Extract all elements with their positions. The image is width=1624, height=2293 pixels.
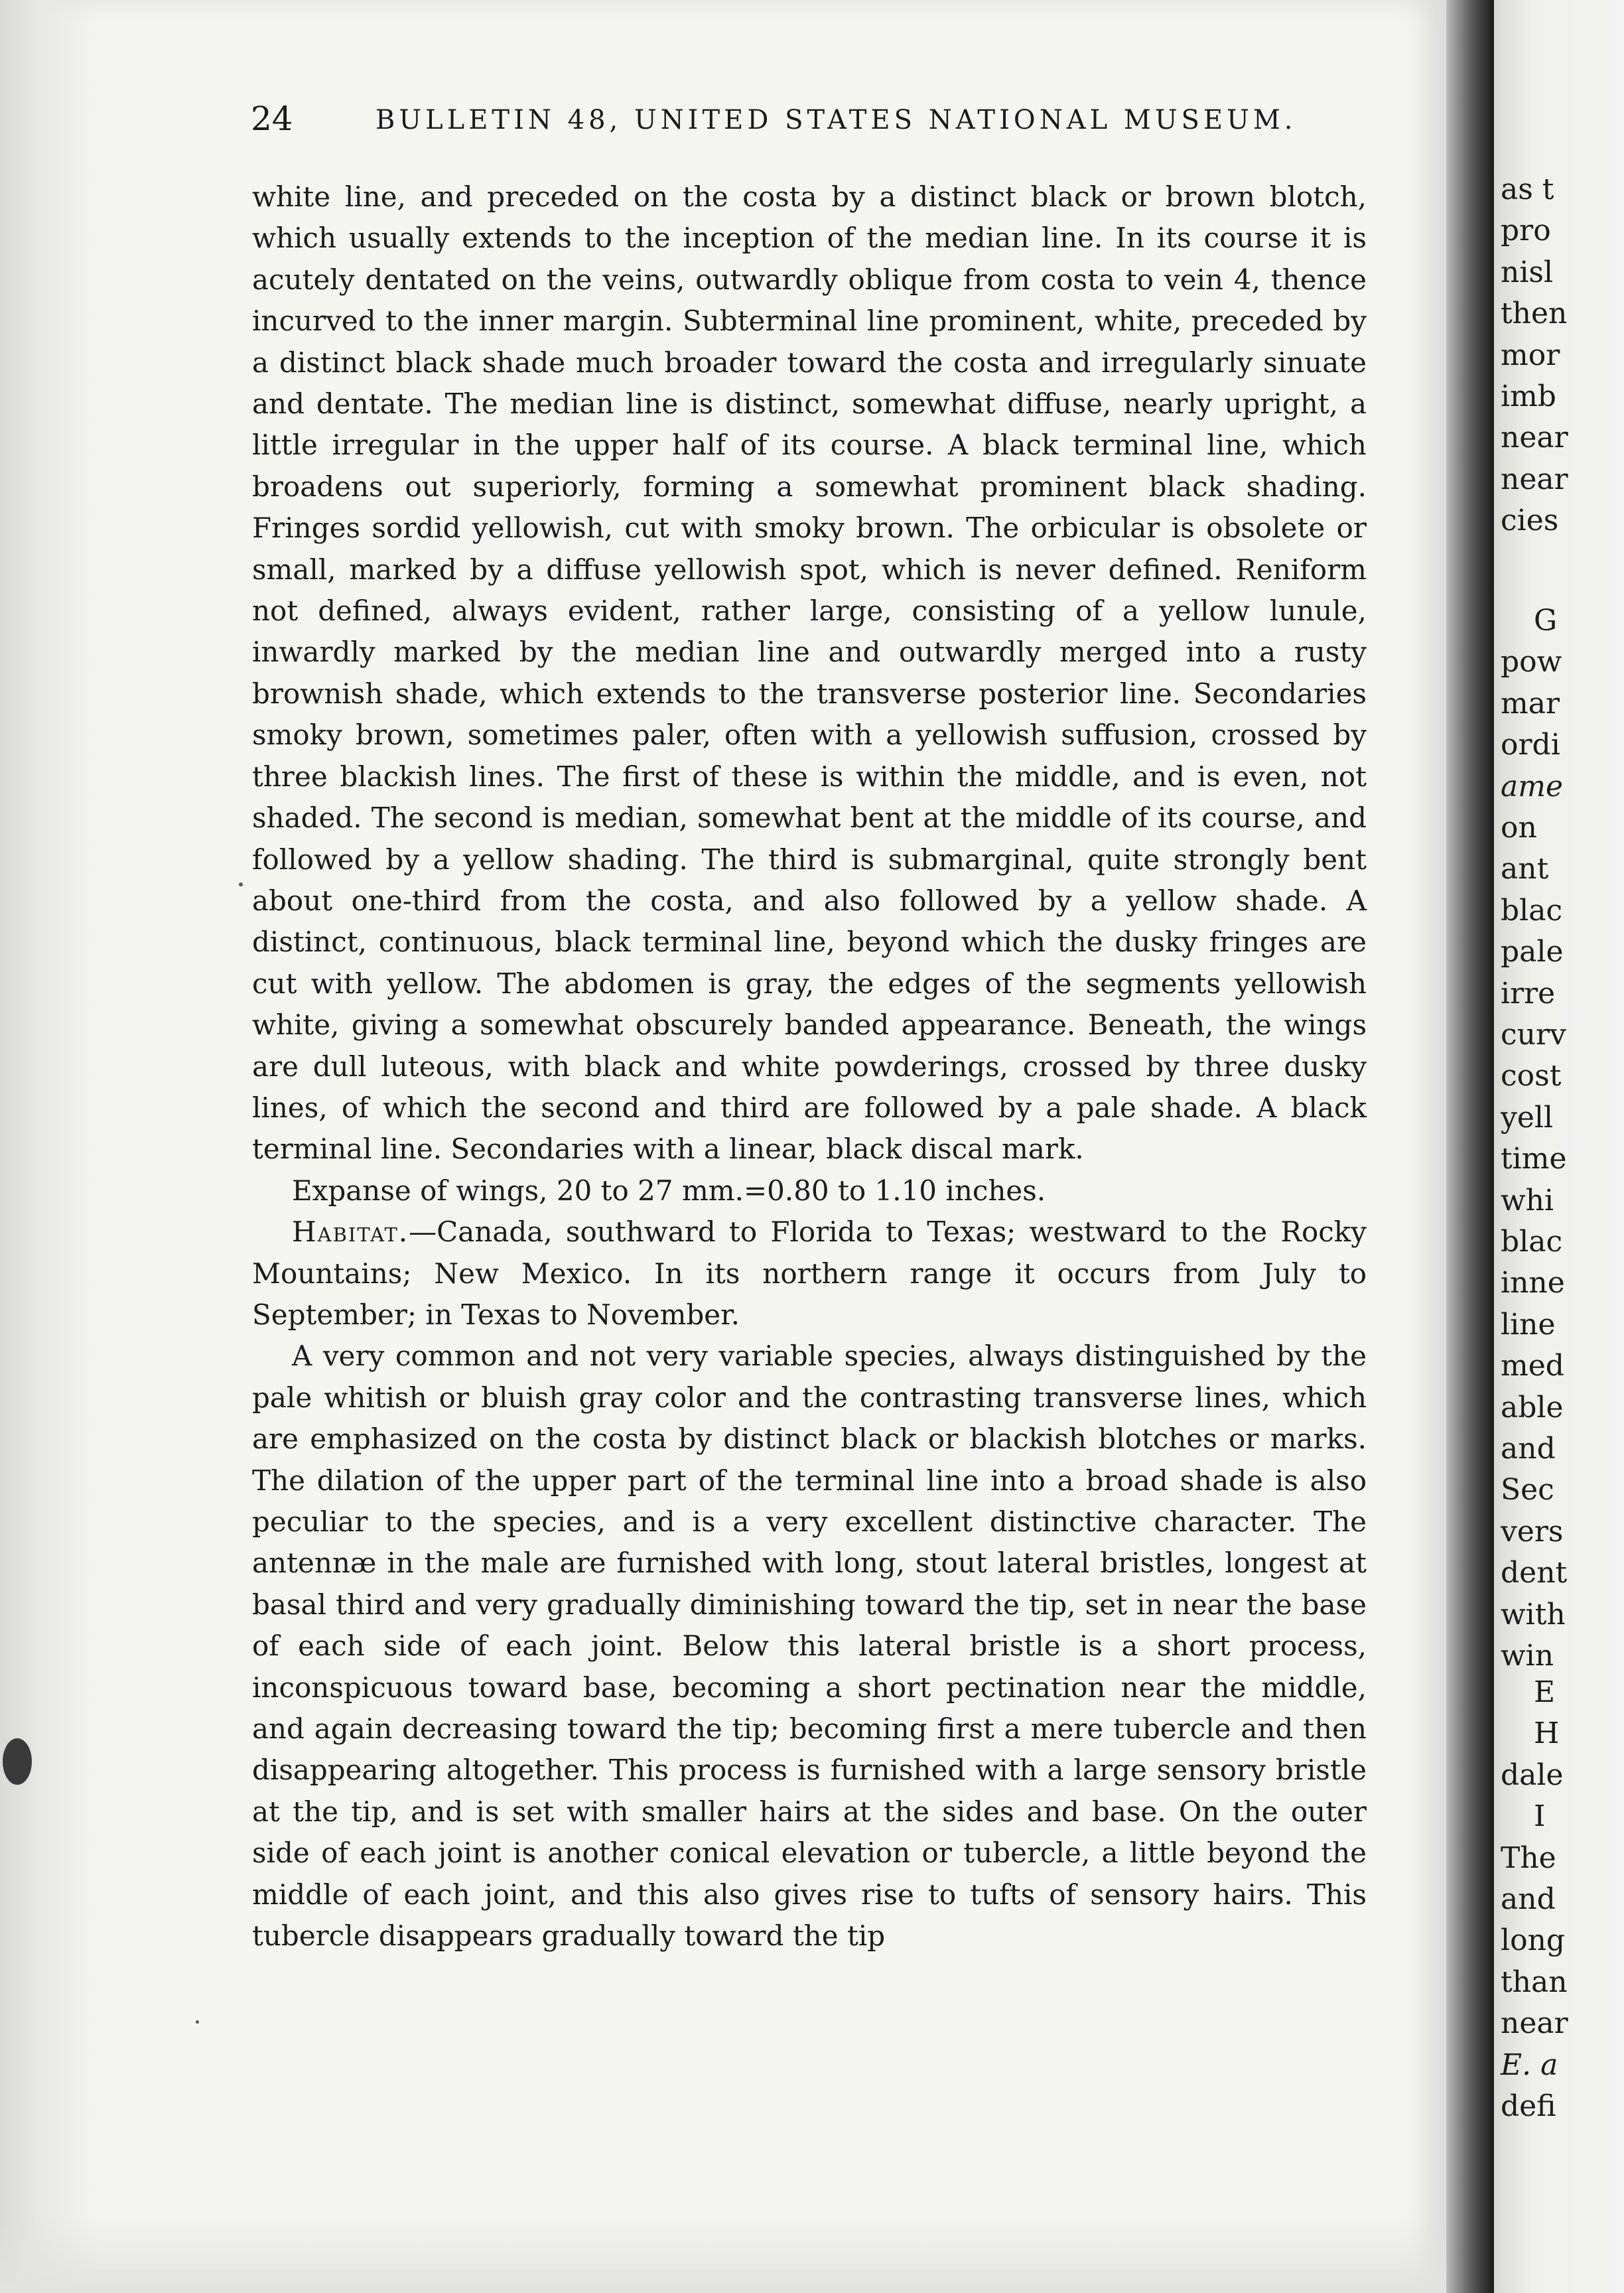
right-page-line: inne: [1501, 1266, 1565, 1300]
habitat-text: —Canada, southward to Florida to Texas; westward to the Rocky Mountains; New Mexico. In its northern range it occurs from July to September; in Texas to November.: [252, 1216, 1367, 1331]
binding-gutter: [1446, 0, 1494, 2293]
right-page-line: dale: [1501, 1758, 1564, 1792]
right-page-fragment: [1494, 0, 1624, 2293]
running-head: BULLETIN 48, UNITED STATES NATIONAL MUSEUM.: [375, 105, 1297, 135]
right-page-line: I: [1534, 1799, 1546, 1834]
right-page-line: near: [1501, 462, 1568, 496]
habitat-label: Habitat.: [292, 1216, 409, 1249]
right-page-line: med: [1501, 1349, 1564, 1383]
right-page-line: whi: [1501, 1183, 1554, 1217]
paragraph-habitat: [252, 1212, 1367, 1336]
right-page-line: able: [1501, 1390, 1564, 1424]
right-page-line: line: [1501, 1307, 1556, 1342]
right-page-line: blac: [1501, 1225, 1563, 1259]
right-page-line: E: [1534, 1675, 1556, 1709]
right-page-line: imb: [1501, 380, 1556, 413]
right-page-line: defi: [1501, 2089, 1556, 2123]
page-header: [251, 100, 1297, 153]
right-page-line: ame: [1501, 769, 1563, 803]
right-page-line: and: [1501, 1882, 1556, 1916]
right-page-line: on: [1501, 811, 1537, 845]
right-page-line: as t: [1501, 173, 1554, 206]
right-page-line: long: [1501, 1923, 1566, 1958]
right-page-line: pale: [1501, 935, 1564, 969]
right-page-line: blac: [1501, 893, 1563, 928]
right-page-line: with: [1501, 1597, 1566, 1632]
paragraph-expanse: Expanse of wings, 20 to 27 mm.=0.80 to 1.10 inches.: [292, 1174, 1046, 1207]
page-number: 24: [251, 100, 293, 138]
right-page-line: pow: [1501, 645, 1562, 679]
page-bottom-shadow: [0, 2213, 1446, 2293]
right-page-line: yell: [1501, 1100, 1554, 1135]
right-page-line: mar: [1501, 686, 1560, 721]
right-page-line: than: [1501, 1965, 1568, 1999]
right-page-line: then: [1501, 297, 1568, 331]
right-page-line: time: [1501, 1142, 1567, 1176]
right-page-line: win: [1501, 1639, 1554, 1673]
right-page-line: pro: [1501, 214, 1551, 248]
right-page-line: irre: [1501, 976, 1556, 1010]
right-page-line: cies: [1501, 504, 1559, 538]
body-text: [252, 176, 1367, 1957]
right-page-line: curv: [1501, 1018, 1566, 1052]
paragraph-description: white line, and preceded on the costa by a distinct black or brown blotch, which usually extends to the inception of the median line. In its course it is acutely dentated on the veins, outwardly oblique from costa to vein 4, thence incurved to the inner margin. Subterminal line prominent, white, preceded by a distinct black shade much broader toward the costa and irregularly sinuate and dentate. The median line is distinct, somewhat diffuse, nearly upright, a little irregular in the upper half of its course. A black terminal line, which broadens out superiorly, forming a somewhat prominent black shading. Fringes sordid yellowish, cut with smoky brown. The orbicular is obsolete or small, marked by a diffuse yellowish spot, which is never defined. Reniform not defined, always evident, rather large, consisting of a yellow lunule, inwardly marked by the median line and outwardly merged into a rusty brownish shade, which extends to the transverse posterior line. Secondaries smoky brown, sometimes paler, often with a yellowish suffusion, crossed by three blackish lines. The first of these is within the middle, and is even, not shaded. The second is median, somewhat bent at the middle of its course, and followed by a yellow shading. The third is submarginal, quite strongly bent about one-third from the costa, and also followed by a yellow shade. A distinct, continuous, black terminal line, beyond which the dusky fringes are cut with yellow. The abdomen is gray, the edges of the segments yellowish white, giving a somewhat obscurely banded appearance. Beneath, the wings are dull luteous, with black and white powderings, crossed by three dusky lines, of which the second and third are followed by a pale shade. A black terminal line. Secondaries with a linear, black discal mark.: [252, 180, 1367, 1166]
right-page-line: near: [1501, 421, 1568, 455]
right-page-line: E. a: [1501, 2048, 1558, 2082]
right-page-line: Sec: [1501, 1473, 1554, 1507]
scan-speck: [3, 1738, 32, 1785]
right-page-line: dent: [1501, 1556, 1568, 1590]
right-page-line: ant: [1501, 852, 1549, 886]
scan-speck: [239, 882, 243, 886]
right-page-line: H: [1534, 1716, 1560, 1751]
right-page-line: G: [1534, 604, 1558, 638]
right-page-line: The: [1501, 1841, 1556, 1875]
right-page-line: and: [1501, 1432, 1556, 1466]
right-page-line: mor: [1501, 338, 1560, 372]
right-page-line: near: [1501, 2006, 1568, 2041]
page-edge-shadow: [0, 0, 100, 2293]
right-page-line: nisl: [1501, 255, 1554, 289]
right-page-line: cost: [1501, 1059, 1562, 1093]
right-page-line: vers: [1501, 1514, 1564, 1549]
scan-speck: [196, 2020, 199, 2024]
right-page-line: ordi: [1501, 728, 1560, 762]
paragraph-remarks: A very common and not very variable species, always distinguished by the pale whitish or bluish gray color and the contrasting transverse lines, which are emphasized on the costa by distinct black or blackish blotches or marks. The dilation of the upper part of the terminal line into a broad shade is also peculiar to the species, and is a very excellent distinctive character. The antennæ in the male are furnished with long, stout lateral bristles, longest at basal third and very gradually diminishing toward the tip, set in near the base of each side of each joint. Below this lateral bristle is a short process, inconspicuous toward base, becoming a short pectination near the middle, and again decreasing toward the tip; becoming first a mere tubercle and then disappearing altogether. This process is furnished with a large sensory bristle at the tip, and is set with smaller hairs at the sides and base. On the outer side of each joint is another conical elevation or tubercle, a little beyond the middle of each joint, and this also gives rise to tufts of sensory hairs. This tubercle disappears gradually toward the tip: [252, 1340, 1367, 1953]
